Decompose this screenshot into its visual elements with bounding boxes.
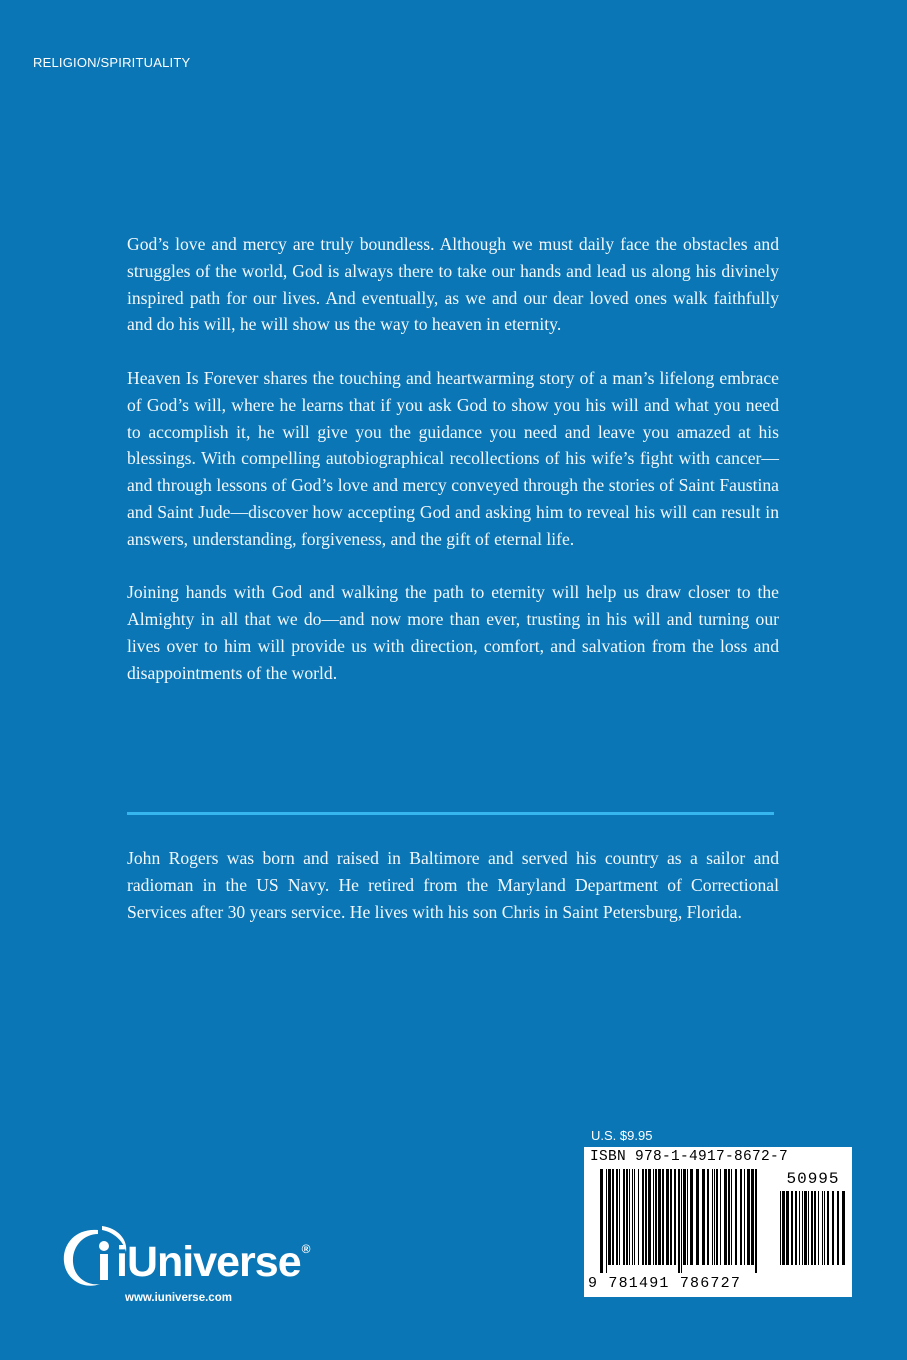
price-label: U.S. $9.95 — [591, 1128, 653, 1143]
barcode-bar — [616, 1169, 618, 1265]
description-paragraph: Joining hands with God and walking the path to eternity will help us draw closer to the Almighty in all that we do—and now more than ever, trusting in his will and turning our lives over to him will provide us with direction, comfort, and salvation from the loss and disappointments of the world. — [127, 582, 779, 683]
barcode-bar — [814, 1191, 816, 1265]
barcode-bar — [799, 1191, 800, 1265]
barcode-bar — [802, 1191, 803, 1265]
barcode-bar — [623, 1169, 625, 1265]
description-paragraph: God’s love and mercy are truly boundless. Although we must daily face the obstacles and struggles of the world, God is always there to take our hands and lead us along his divinely inspired path for our lives. And eventually, as we and our dear loved ones walk faithfully and do his will, he will show us the way to heaven in eternity. — [127, 234, 779, 335]
barcode-bar — [681, 1169, 682, 1273]
book-description — [127, 231, 779, 713]
barcode-bar — [612, 1169, 614, 1265]
section-divider — [127, 812, 774, 815]
barcode-bar — [638, 1169, 639, 1265]
barcode-bar — [629, 1169, 630, 1265]
barcode-bar — [827, 1191, 829, 1265]
barcode-bar — [804, 1191, 807, 1265]
barcode-bar — [724, 1169, 727, 1265]
barcode-bar — [687, 1169, 688, 1265]
publisher-logo — [58, 1224, 368, 1314]
category-label: RELIGION/SPIRITUALITY — [33, 55, 191, 70]
barcode-bar — [786, 1191, 789, 1265]
isbn-text: ISBN 978-1-4917-8672-7 — [590, 1149, 789, 1165]
barcode-bar — [712, 1169, 713, 1265]
barcode-bar — [632, 1169, 633, 1265]
addon-barcode-bars — [780, 1191, 846, 1273]
publisher-name: iUniverse® — [116, 1238, 310, 1286]
barcode-bar — [755, 1169, 757, 1273]
barcode-bar — [716, 1169, 718, 1265]
barcode-bar — [740, 1169, 742, 1265]
barcode-bar — [832, 1191, 834, 1265]
barcode-bar — [808, 1191, 809, 1265]
barcode-bar — [837, 1191, 839, 1265]
barcode-bar — [670, 1169, 672, 1265]
barcode-bar — [842, 1191, 845, 1265]
barcode-bar — [648, 1169, 651, 1265]
barcode-bar — [683, 1169, 686, 1265]
barcode-bar — [780, 1191, 781, 1265]
barcode-bar — [608, 1169, 611, 1265]
barcode-bar — [735, 1169, 737, 1265]
barcode-bar — [653, 1169, 654, 1265]
barcode-bar — [795, 1191, 797, 1265]
barcode-bar — [606, 1169, 607, 1273]
barcode-bar — [696, 1169, 699, 1265]
barcode-bar — [674, 1169, 676, 1265]
barcode-bar — [662, 1169, 664, 1265]
barcode-bar — [666, 1169, 669, 1265]
barcode-bar — [600, 1169, 603, 1273]
barcode-bar — [645, 1169, 647, 1265]
barcode-bar — [811, 1191, 813, 1265]
barcode-bar — [690, 1169, 693, 1265]
ean-digits: 9 781491 786727 — [588, 1275, 742, 1292]
barcode-bar — [744, 1169, 745, 1265]
barcode-bar — [791, 1191, 793, 1265]
author-bio-text: John Rogers was born and raised in Baltimore and served his country as a sailor and radioman in the US Navy. He retired from the Maryland Department of Correctional Services after 30 years service. He lives with his son Chris in Saint Petersburg, Florida. — [127, 848, 779, 922]
barcode-bar — [720, 1169, 721, 1265]
barcode-bar — [747, 1169, 750, 1265]
barcode-bar — [634, 1169, 635, 1265]
barcode-bar — [626, 1169, 628, 1265]
ean-barcode-bars — [600, 1169, 760, 1273]
barcode-bar — [714, 1169, 715, 1265]
barcode-bar — [655, 1169, 657, 1265]
barcode-bar — [818, 1191, 819, 1265]
barcode-bar — [731, 1169, 732, 1265]
barcode-bar — [642, 1169, 644, 1265]
barcode-bar — [728, 1169, 730, 1265]
barcode-bar — [702, 1169, 705, 1265]
barcode-addon-digits: 50995 — [786, 1170, 840, 1188]
barcode-bar — [824, 1191, 825, 1265]
barcode-bar — [678, 1169, 680, 1273]
barcode-bar — [751, 1169, 754, 1265]
barcode — [584, 1147, 852, 1297]
barcode-bar — [658, 1169, 661, 1265]
barcode-bar — [619, 1169, 620, 1265]
description-paragraph: Heaven Is Forever shares the touching and heartwarming story of a man’s lifelong embrace of God’s will, where he learns that if you ask God to show you his will and what you need to accomplish it, he will give you the guidance you need and leave you amazed at his blessings. With compelling autobiographical recollections of his wife’s fight with cancer—and through lessons of God’s love and mercy conveyed through the stories of Saint Faustina and Saint Jude—discover how accepting God and asking him to reveal his will can result in answers, understanding, forgiveness, and the gift of eternal life. — [127, 367, 779, 549]
barcode-bar — [707, 1169, 709, 1265]
barcode-bar — [822, 1191, 823, 1265]
registered-mark: ® — [301, 1242, 310, 1256]
barcode-bar — [782, 1191, 785, 1265]
author-bio — [127, 845, 779, 925]
publisher-url: www.iuniverse.com — [125, 1292, 232, 1304]
